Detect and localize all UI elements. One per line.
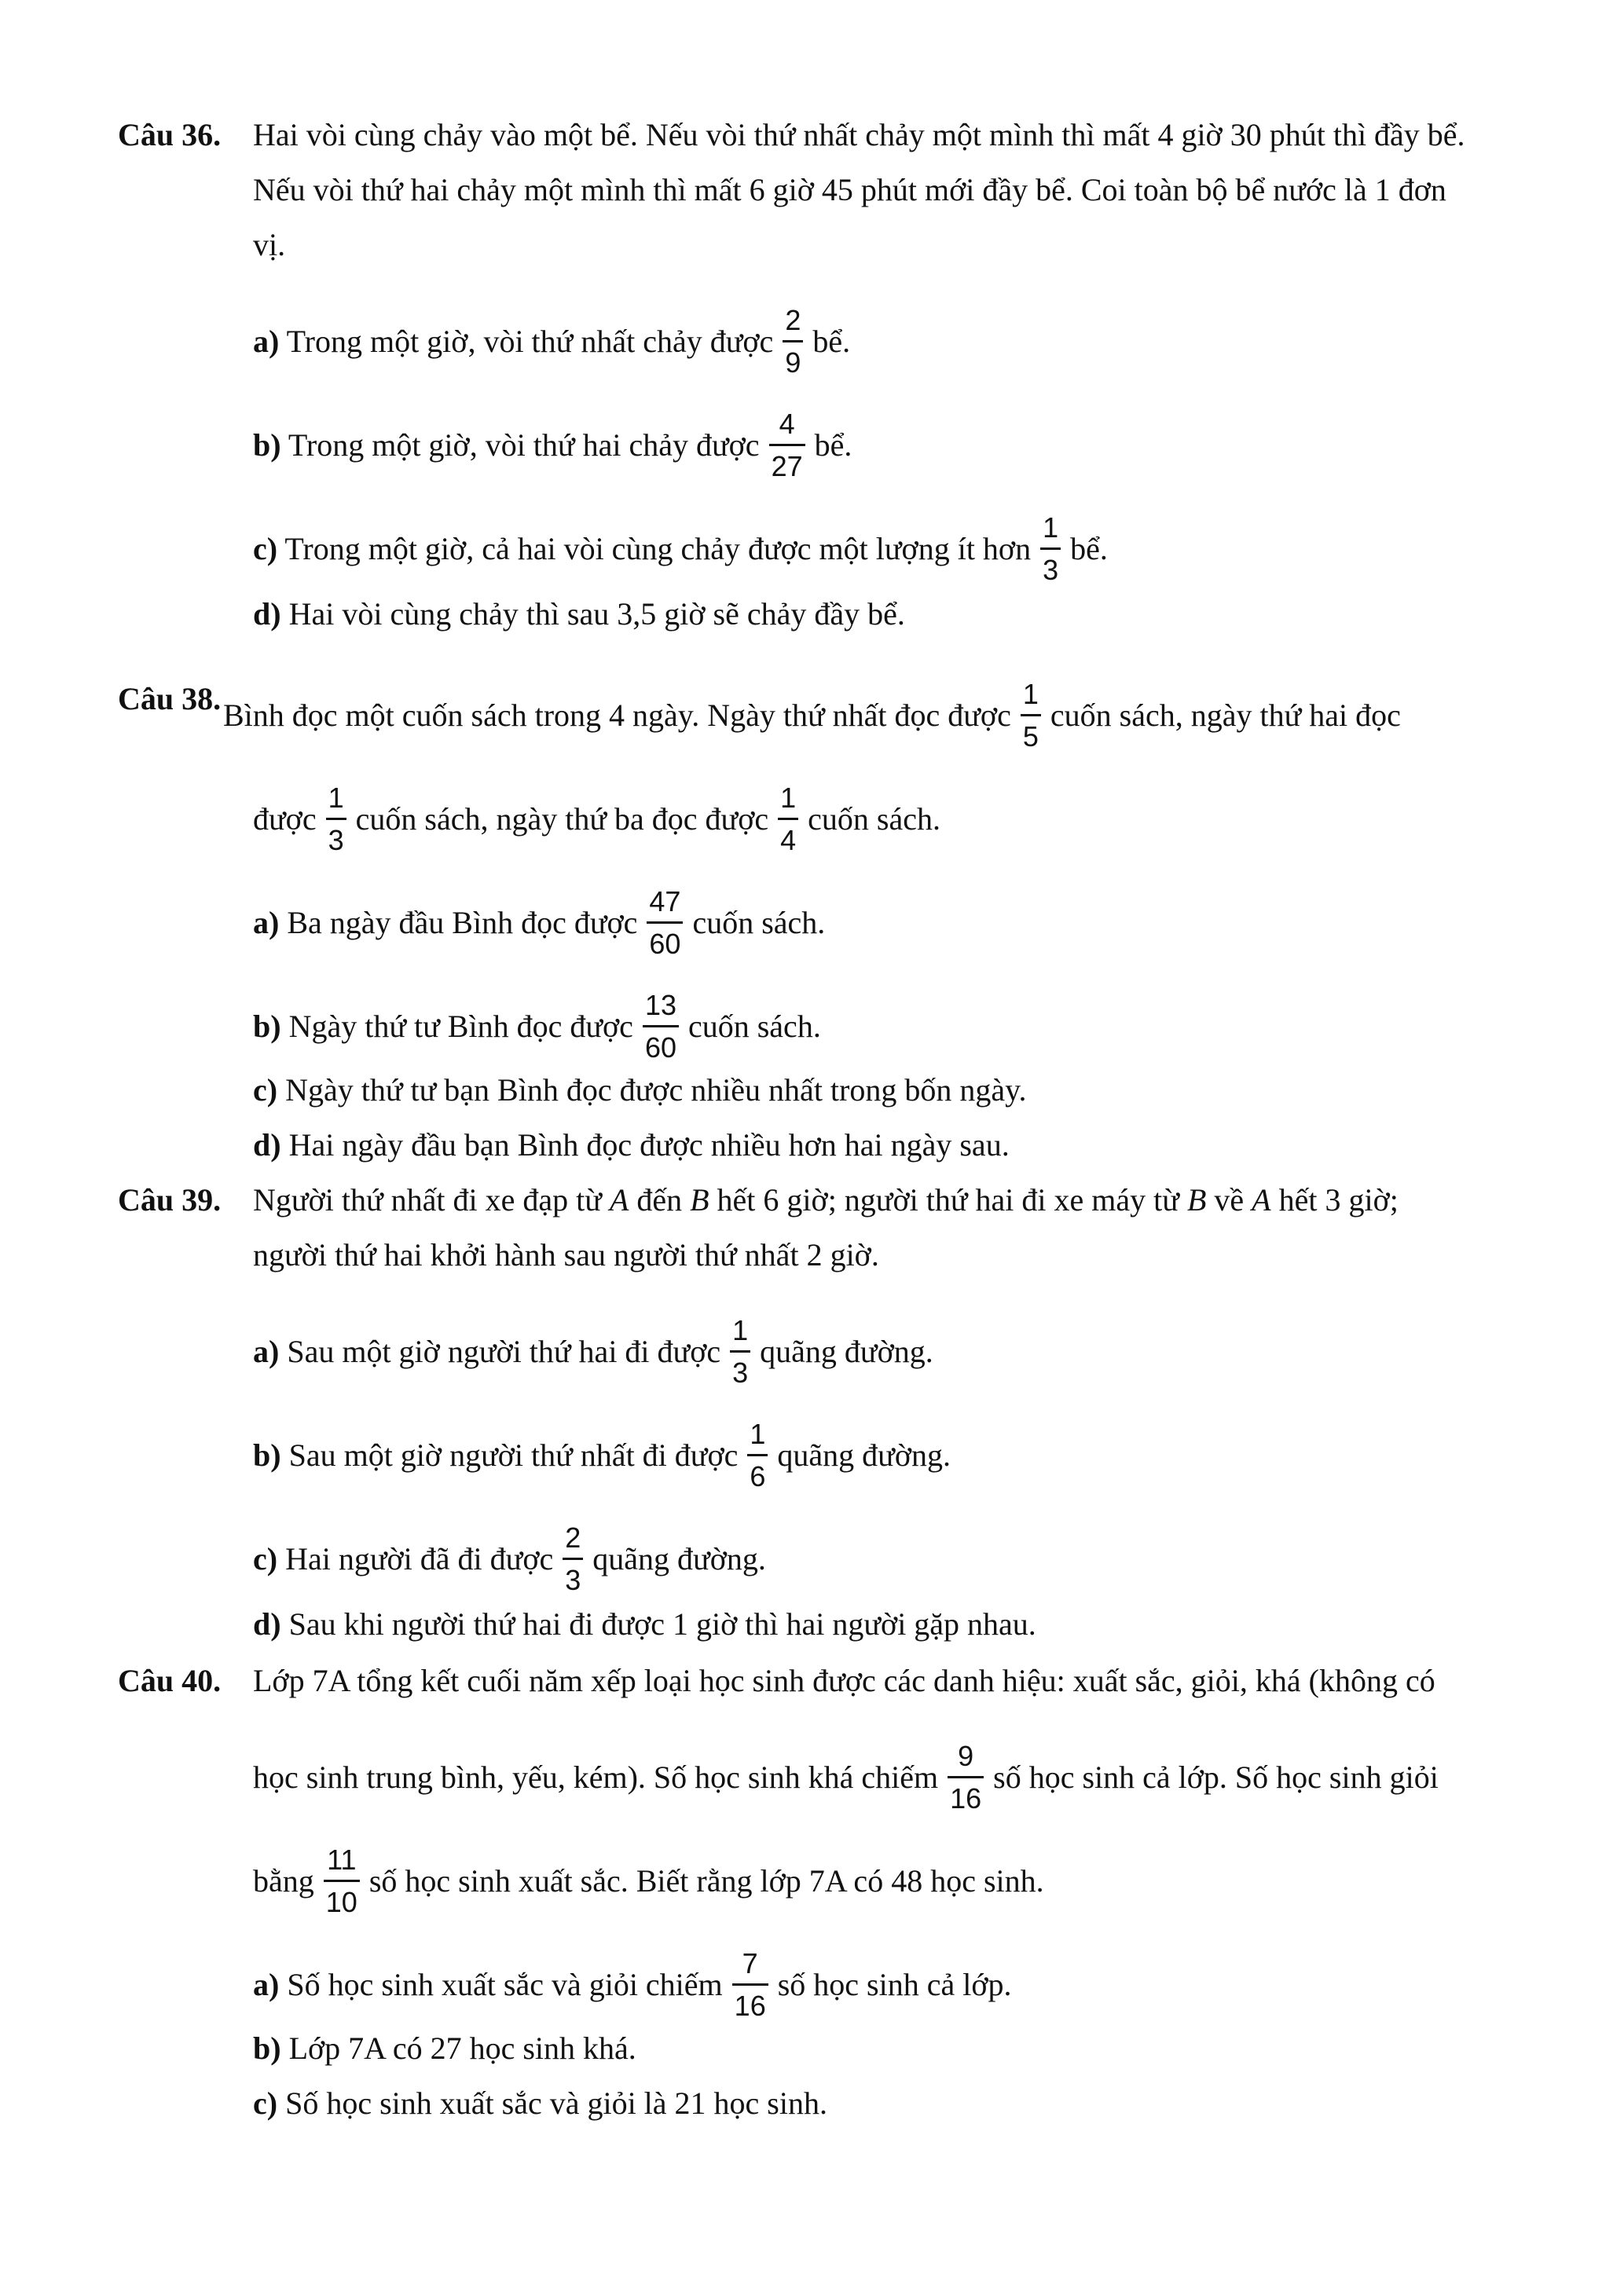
- question-text: người thứ hai khởi hành sau người thứ nhất: [253, 1237, 799, 1273]
- option-text: Số học sinh xuất sắc và giỏi là: [277, 2085, 667, 2121]
- math-value: 3: [1325, 1182, 1341, 1218]
- question-38-label: Câu 38.: [118, 681, 222, 716]
- question-text-after: giờ.: [830, 1237, 879, 1273]
- option-text: Ngày thứ tư bạn Bình đọc được nhiều nhất trong bốn ngày.: [277, 1072, 1027, 1108]
- question-36-option-a: [253, 306, 850, 377]
- fraction-numerator: 1: [1022, 678, 1039, 710]
- question-text: học sinh trung bình, yếu, kém). Số học sinh khá chiếm: [253, 1759, 939, 1795]
- math-value: 2: [806, 1237, 823, 1273]
- question-text: được: [253, 800, 317, 837]
- fraction-numerator: 2: [565, 1522, 581, 1554]
- question-40-line-3: [253, 1846, 1044, 1917]
- option-text-after: giờ sẽ chảy đầy bể.: [664, 596, 905, 632]
- option-text: Hai vòi cùng chảy thì sau: [280, 596, 610, 632]
- math-value: 21: [674, 2085, 706, 2121]
- question-36-line-2: Nếu vòi thứ hai chảy một mình thì mất 6 giờ 45 phút mới đầy bể. Coi toàn bộ bể nước là 1 đơn: [253, 172, 1446, 207]
- option-text-after: quãng đường.: [592, 1540, 766, 1576]
- option-text: Hai người đã đi được: [277, 1540, 554, 1576]
- fraction: [1021, 680, 1041, 751]
- option-text-after: quãng đường.: [777, 1437, 951, 1473]
- fraction: [1040, 511, 1061, 586]
- fraction: [948, 1742, 984, 1813]
- option-label: a): [253, 323, 280, 359]
- question-text-mid: số học sinh xuất sắc. Biết rằng lớp 7A có: [368, 1862, 884, 1899]
- fraction-numerator: 1: [328, 782, 344, 814]
- fraction-numerator: 1: [750, 1418, 766, 1450]
- option-label: a): [253, 1333, 280, 1369]
- fraction: [326, 784, 346, 855]
- question-40-line-2: [253, 1742, 1439, 1813]
- option-label: c): [253, 530, 278, 566]
- fraction: [563, 1524, 583, 1595]
- fraction-denominator: 60: [644, 1031, 676, 1064]
- fraction-denominator: 9: [785, 346, 801, 379]
- question-39-option-a: [253, 1316, 933, 1387]
- fraction-denominator: 3: [565, 1563, 581, 1596]
- math-value: 3,5: [617, 596, 657, 632]
- fraction-denominator: 3: [328, 823, 344, 856]
- option-text: Hai ngày đầu bạn Bình đọc được nhiều hơn hai ngày sau.: [280, 1127, 1010, 1163]
- question-39-option-c: [253, 1524, 766, 1595]
- fraction: [778, 784, 798, 855]
- question-38-line-2: [253, 784, 940, 855]
- fraction-denominator: 16: [734, 1989, 766, 2022]
- option-text-after: học sinh.: [713, 2085, 827, 2121]
- fraction: [783, 306, 803, 377]
- option-text: Trong một giờ, vòi thứ nhất chảy được: [279, 323, 774, 359]
- question-text: giờ; người thứ hai đi xe máy từ: [786, 1182, 1179, 1218]
- option-text: Sau một giờ người thứ nhất đi được: [280, 1437, 739, 1473]
- question-36-option-c: [253, 511, 1108, 586]
- option-text-after: bể.: [814, 427, 852, 463]
- fraction-numerator: 11: [327, 1844, 357, 1876]
- fraction-denominator: 10: [325, 1885, 357, 1918]
- option-text: Ngày thứ tư Bình đọc được: [280, 1008, 633, 1044]
- fraction-denominator: 60: [649, 927, 681, 960]
- question-text: giờ;: [1348, 1182, 1399, 1218]
- question-40-option-a: [253, 1947, 1012, 2022]
- question-text: hết: [717, 1182, 756, 1218]
- option-label: b): [253, 1437, 281, 1473]
- question-39-option-d: [253, 1606, 1036, 1643]
- option-text-after: bể.: [1070, 530, 1108, 566]
- fraction-numerator: 13: [644, 989, 676, 1021]
- option-label: c): [253, 1540, 278, 1576]
- option-label: b): [253, 2031, 281, 2066]
- option-text: Ba ngày đầu Bình đọc được: [279, 904, 638, 940]
- fraction-denominator: 5: [1022, 720, 1039, 753]
- option-text-after: cuốn sách.: [692, 904, 826, 940]
- option-text: Trong một giờ, vòi thứ hai chảy được: [280, 427, 760, 463]
- question-36-line-3: vị.: [253, 227, 286, 262]
- option-text: Sau một giờ người thứ hai đi được: [279, 1333, 721, 1369]
- option-label: d): [253, 1606, 281, 1642]
- fraction: [730, 1316, 750, 1387]
- fraction-numerator: 1: [780, 782, 797, 814]
- question-40-option-c: [253, 2085, 827, 2122]
- option-label: c): [253, 2085, 278, 2121]
- option-text-after: quãng đường.: [760, 1333, 933, 1369]
- fraction: [769, 410, 805, 481]
- question-38-option-a: [253, 885, 826, 960]
- question-text: Người thứ nhất đi xe đạp từ: [253, 1182, 602, 1218]
- fraction: [647, 885, 683, 960]
- option-text-after: số học sinh cả lớp.: [777, 1966, 1012, 2002]
- fraction-numerator: 7: [742, 1947, 758, 1979]
- fraction-numerator: 4: [779, 408, 795, 440]
- option-label: b): [253, 427, 281, 463]
- question-39-option-b: [253, 1420, 951, 1491]
- question-text-after: học sinh.: [930, 1862, 1044, 1899]
- option-label: a): [253, 1966, 280, 2002]
- question-38-option-c: [253, 1071, 1027, 1109]
- option-text-after: bể.: [812, 323, 851, 359]
- math-value: 27: [430, 2031, 462, 2066]
- question-36-option-d: [253, 595, 905, 633]
- question-38-option-d: [253, 1126, 1010, 1164]
- fraction-denominator: 4: [780, 823, 797, 856]
- math-point-a: A: [609, 1182, 629, 1218]
- option-label: d): [253, 1127, 281, 1163]
- option-text: Lớp 7A có: [280, 2031, 423, 2066]
- option-label: c): [253, 1072, 278, 1108]
- option-text-after: học sinh khá.: [469, 2031, 636, 2066]
- question-text: đến: [636, 1182, 683, 1218]
- fraction-numerator: 1: [732, 1314, 749, 1346]
- question-39-label: Câu 39.: [118, 1182, 222, 1218]
- fraction-denominator: 27: [771, 449, 803, 482]
- fraction-denominator: 6: [750, 1459, 766, 1492]
- math-point-a: A: [1252, 1182, 1271, 1218]
- fraction-numerator: 47: [649, 885, 681, 917]
- question-text-after: cuốn sách, ngày thứ hai đọc: [1050, 697, 1401, 733]
- fraction-denominator: 16: [950, 1782, 982, 1814]
- math-point-b: B: [690, 1182, 709, 1218]
- question-text-after: số học sinh cả lớp. Số học sinh giỏi: [993, 1759, 1439, 1795]
- fraction-numerator: 2: [785, 304, 801, 336]
- question-36-label: Câu 36.: [118, 117, 222, 152]
- option-text-after: cuốn sách.: [687, 1008, 821, 1044]
- question-36-line-1: Hai vòi cùng chảy vào một bể. Nếu vòi thứ nhất chảy một mình thì mất 4 giờ 30 phút thì đầy bể.: [253, 117, 1465, 152]
- question-40-line-1: Lớp 7A tổng kết cuối năm xếp loại học sinh được các danh hiệu: xuất sắc, giỏi, khá (không có: [253, 1663, 1435, 1698]
- fraction-denominator: 3: [1043, 553, 1059, 586]
- fraction: [732, 1947, 768, 2022]
- option-label: a): [253, 904, 280, 940]
- fraction: [643, 991, 679, 1062]
- question-text: về: [1214, 1182, 1245, 1218]
- question-text: hết: [1278, 1182, 1318, 1218]
- option-text: Sau khi người thứ hai đi được 1 giờ thì hai người gặp nhau.: [280, 1606, 1036, 1642]
- question-39-line-1: [253, 1181, 1399, 1219]
- question-40-label: Câu 40.: [118, 1663, 222, 1698]
- fraction-numerator: 1: [1043, 511, 1059, 544]
- question-text-mid: cuốn sách, ngày thứ ba đọc được: [355, 800, 769, 837]
- option-text: Số học sinh xuất sắc và giỏi chiếm: [279, 1966, 723, 2002]
- math-value: 48: [891, 1862, 923, 1899]
- question-38-option-b: [253, 991, 821, 1062]
- option-label: d): [253, 596, 281, 632]
- question-36-option-b: [253, 410, 852, 481]
- question-text: bằng: [253, 1862, 314, 1899]
- fraction-denominator: 3: [732, 1356, 749, 1389]
- fraction: [324, 1846, 360, 1917]
- question-text-after: cuốn sách.: [808, 800, 940, 837]
- option-text: Trong một giờ, cả hai vòi cùng chảy được một lượng ít hơn: [277, 530, 1032, 566]
- option-label: b): [253, 1008, 281, 1044]
- question-38-line-1: [223, 680, 1401, 751]
- fraction: [747, 1420, 768, 1491]
- math-point-b: B: [1186, 1182, 1207, 1218]
- question-text: Bình đọc một cuốn sách trong 4 ngày. Ngày thứ nhất đọc được: [223, 697, 1011, 733]
- fraction-numerator: 9: [958, 1740, 974, 1772]
- question-39-line-2: [253, 1236, 879, 1274]
- question-40-option-b: [253, 2030, 636, 2067]
- math-value: 6: [763, 1182, 779, 1218]
